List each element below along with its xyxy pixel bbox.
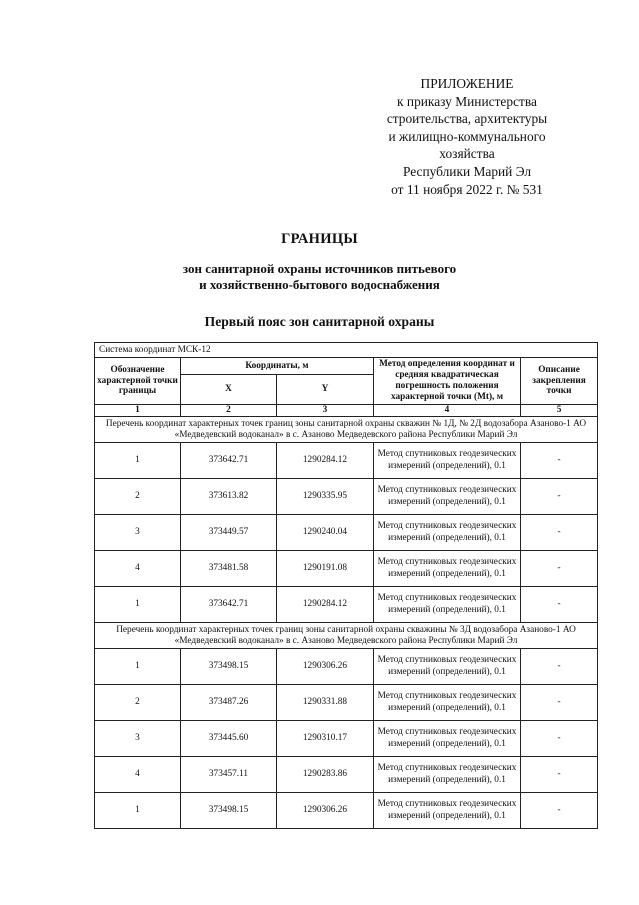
- point-cell: 4: [95, 757, 181, 793]
- table-row: [95, 551, 598, 587]
- description-cell: -: [521, 515, 598, 551]
- column-number: 4: [374, 405, 521, 417]
- table-row: [95, 649, 598, 685]
- x-coordinate-cell: 373449.57: [181, 515, 277, 551]
- document-title: ГРАНИЦЫ: [281, 231, 358, 247]
- description-cell: -: [521, 443, 598, 479]
- header-x: X: [181, 375, 277, 405]
- table-row: [95, 757, 598, 793]
- description-cell: -: [521, 757, 598, 793]
- description-cell: -: [521, 587, 598, 623]
- column-number: 1: [95, 405, 181, 417]
- y-coordinate-cell: 1290240.04: [277, 515, 374, 551]
- y-coordinate-cell: 1290310.17: [277, 721, 374, 757]
- point-cell: 2: [95, 685, 181, 721]
- y-coordinate-cell: 1290284.12: [277, 443, 374, 479]
- appendix-line: ПРИЛОЖЕНИЕ: [420, 76, 514, 91]
- column-number: 2: [181, 405, 277, 417]
- coordinates-table: [94, 342, 598, 829]
- method-cell: Метод спутниковых геодезических измерений (определений), 0.1: [374, 685, 521, 721]
- header-method: Метод определения координат и средняя квадратическая погрешность положения характерной точки (Mt), м: [374, 358, 521, 405]
- x-coordinate-cell: 373498.15: [181, 793, 277, 829]
- document-subtitle: [0, 261, 639, 293]
- appendix-line: строительства, архитектуры: [386, 111, 548, 127]
- group-title: Перечень координат характерных точек границ зоны санитарной охраны скважины № 3Д водозабора Азаново-1 АО «Медведевский водоканал» в с. Азаново Медведевского района Республики Марий Эл: [95, 623, 598, 649]
- method-cell: Метод спутниковых геодезических измерений (определений), 0.1: [374, 721, 521, 757]
- point-cell: 1: [95, 587, 181, 623]
- point-cell: 3: [95, 721, 181, 757]
- header-description: Описание закрепления точки: [521, 358, 598, 405]
- x-coordinate-cell: 373642.71: [181, 587, 277, 623]
- method-cell: Метод спутниковых геодезических измерений (определений), 0.1: [374, 551, 521, 587]
- method-cell: Метод спутниковых геодезических измерений (определений), 0.1: [374, 649, 521, 685]
- point-cell: 4: [95, 551, 181, 587]
- description-cell: -: [521, 551, 598, 587]
- column-number: 5: [521, 405, 598, 417]
- point-cell: 1: [95, 793, 181, 829]
- description-cell: -: [521, 649, 598, 685]
- description-cell: -: [521, 793, 598, 829]
- appendix-line: и жилищно-коммунального: [388, 128, 546, 144]
- y-coordinate-cell: 1290283.86: [277, 757, 374, 793]
- table-row: [95, 515, 598, 551]
- point-cell: 1: [95, 443, 181, 479]
- table-row: [95, 587, 598, 623]
- y-coordinate-cell: 1290284.12: [277, 587, 374, 623]
- header-y: Y: [277, 375, 374, 405]
- x-coordinate-cell: 373487.26: [181, 685, 277, 721]
- belt-title: Первый пояс зон санитарной охраны: [204, 314, 435, 329]
- description-cell: -: [521, 685, 598, 721]
- coordinate-system-cell: Система координат МСК-12: [95, 343, 598, 358]
- table-row: [95, 685, 598, 721]
- table-body: [95, 343, 598, 829]
- table-row: [95, 443, 598, 479]
- appendix-line: от 11 ноября 2022 г. № 531: [391, 181, 543, 197]
- point-cell: 1: [95, 649, 181, 685]
- method-cell: Метод спутниковых геодезических измерений (определений), 0.1: [374, 587, 521, 623]
- y-coordinate-cell: 1290306.26: [277, 649, 374, 685]
- x-coordinate-cell: 373481.58: [181, 551, 277, 587]
- x-coordinate-cell: 373445.60: [181, 721, 277, 757]
- appendix-line: Республики Марий Эл: [402, 163, 532, 179]
- method-cell: Метод спутниковых геодезических измерений (определений), 0.1: [374, 443, 521, 479]
- table-row: [95, 793, 598, 829]
- y-coordinate-cell: 1290191.08: [277, 551, 374, 587]
- appendix-line: хозяйства: [439, 146, 495, 162]
- group-title: Перечень координат характерных точек границ зоны санитарной охраны скважин № 1Д, № 2Д водозабора Азаново-1 АО «Медведевский водоканал» в с. Азаново Медведевского района Республики Марий Эл: [95, 417, 598, 443]
- header-designation: Обозначение характерной точки границы: [95, 358, 181, 405]
- x-coordinate-cell: 373613.82: [181, 479, 277, 515]
- method-cell: Метод спутниковых геодезических измерений (определений), 0.1: [374, 757, 521, 793]
- x-coordinate-cell: 373498.15: [181, 649, 277, 685]
- subtitle-line: и хозяйственно-бытового водоснабжения: [199, 277, 440, 292]
- method-cell: Метод спутниковых геодезических измерений (определений), 0.1: [374, 515, 521, 551]
- point-cell: 2: [95, 479, 181, 515]
- appendix-block: [372, 75, 562, 198]
- y-coordinate-cell: 1290306.26: [277, 793, 374, 829]
- description-cell: -: [521, 721, 598, 757]
- header-coordinates: Координаты, м: [181, 358, 374, 375]
- column-number: 3: [277, 405, 374, 417]
- subtitle-line: зон санитарной охраны источников питьевого: [182, 261, 457, 276]
- group-header-row: [95, 623, 598, 649]
- x-coordinate-cell: 373642.71: [181, 443, 277, 479]
- group-header-row: [95, 417, 598, 443]
- table-row: [95, 721, 598, 757]
- description-cell: -: [521, 479, 598, 515]
- table-row: [95, 479, 598, 515]
- appendix-line: к приказу Министерства: [397, 93, 537, 109]
- point-cell: 3: [95, 515, 181, 551]
- y-coordinate-cell: 1290335.95: [277, 479, 374, 515]
- x-coordinate-cell: 373457.11: [181, 757, 277, 793]
- y-coordinate-cell: 1290331.88: [277, 685, 374, 721]
- method-cell: Метод спутниковых геодезических измерений (определений), 0.1: [374, 479, 521, 515]
- method-cell: Метод спутниковых геодезических измерений (определений), 0.1: [374, 793, 521, 829]
